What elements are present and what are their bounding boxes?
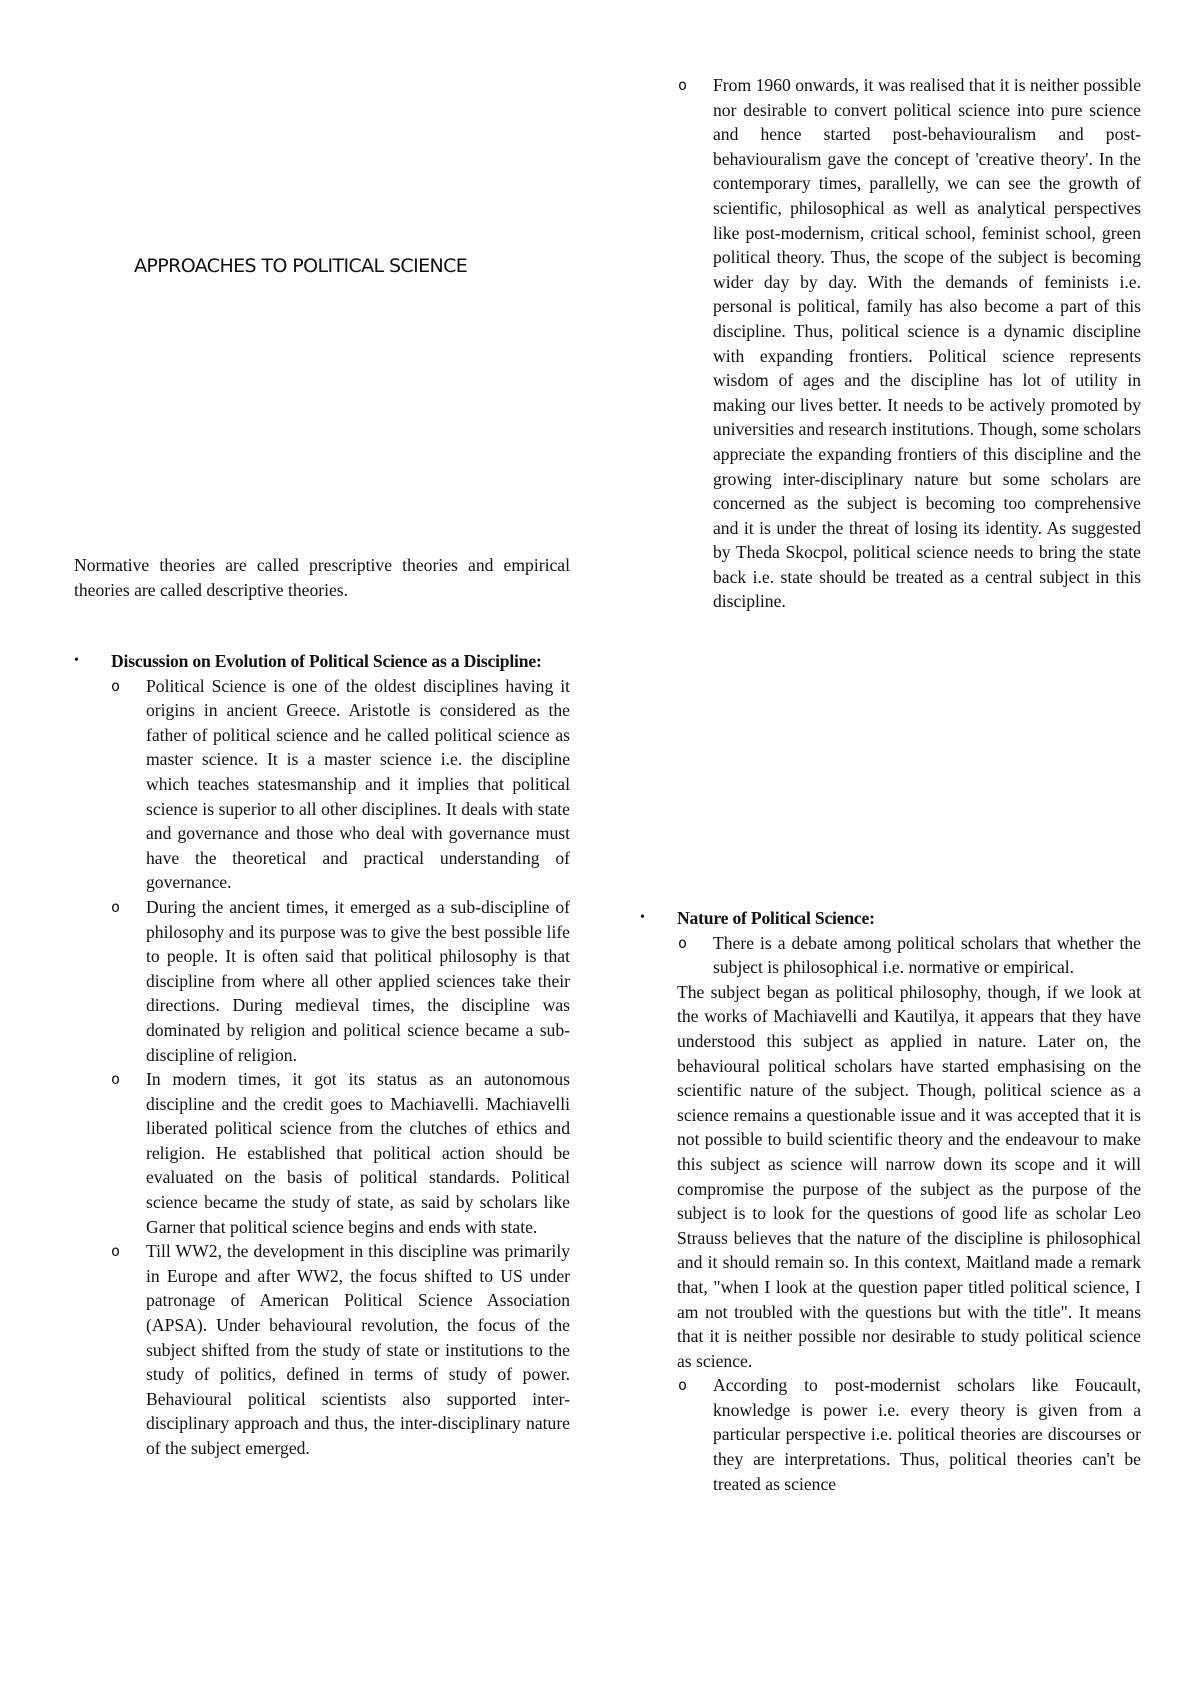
- list-item: [640, 931, 1141, 980]
- list-item: [74, 895, 570, 1067]
- nature-paragraph: The subject began as political philosophy, though, if we look at the works of Machiavelli and Kautilya, it appears that they have understood this subject as applied in nature. Later on, the behavioural political scholars have started emphasising on the scientific nature of the subject. Though, political science as a science remains a questionable issue and it was accepted that it is not possible to build scientific theory and the endeavour to make this subject as science will narrow down its scope and it will compromise the purpose of the subject as the purpose of the subject is to look for the questions of good life as scholar Leo Strauss believes that the nature of the discipline is philosophical and it should remain so. In this context, Maitland made a remark that, "when I look at the question paper titled political science, I am not troubled with the questions but with the title". It means that it is neither possible nor desirable to study political science as science.: [677, 981, 1141, 1371]
- evolution-heading: Discussion on Evolution of Political Science as a Discipline:: [111, 651, 542, 671]
- evolution-continued: [676, 73, 1141, 614]
- nature-section: [640, 906, 1141, 1496]
- evolution-item-text: During the ancient times, it emerged as a sub-discipline of philosophy and its purpose was to give the best possible life to people. It is often said that political philosophy is that discipline from where all other applied sciences take their directions. During medieval times, the discipline was dominated by religion and political science became a sub-discipline of religion.: [146, 896, 570, 1065]
- evolution-item-text: Political Science is one of the oldest disciplines having it origins in ancient Greece. Aristotle is considered as the father of political science and he called political science as master science. It is a master science i.e. the discipline which teaches statesmanship and it implies that political science is superior to all other disciplines. It deals with state and governance and those who deal with governance must have the theoretical and practical understanding of governance.: [146, 675, 570, 893]
- list-item: [676, 73, 1141, 614]
- evolution-item-text: In modern times, it got its status as an autonomous discipline and the credit goes to Machiavelli. Machiavelli liberated political science from the clutches of ethics and religion. He established that political action should be evaluated on the basis of political standards. Political science became the study of state, as said by scholars like Garner that political science begins and ends with state.: [146, 1069, 570, 1237]
- document-title: APPROACHES TO POLITICAL SCIENCE: [134, 255, 468, 277]
- bullet-icon: •: [74, 653, 79, 668]
- sub-bullet-icon: o: [678, 1376, 688, 1395]
- sub-bullet-icon: o: [111, 897, 121, 916]
- sub-bullet-icon: o: [111, 1242, 121, 1261]
- sub-bullet-icon: o: [111, 676, 121, 695]
- sub-bullet-icon: o: [111, 1070, 121, 1089]
- intro-paragraph: Normative theories are called prescriptive theories and empirical theories are called descriptive theories.: [74, 555, 570, 600]
- list-item: [74, 1067, 570, 1239]
- evolution-item-text: Till WW2, the development in this discipline was primarily in Europe and after WW2, the focus shifted to US under patronage of American Political Science Association (APSA). Under behavioural revolution, the focus of the subject shifted from the study of state or institutions to the study of politics, defined in terms of study of power. Behavioural political scientists also supported inter-disciplinary approach and thus, the inter-disciplinary nature of the subject emerged.: [146, 1241, 570, 1458]
- list-item: [640, 1373, 1141, 1496]
- sub-bullet-icon: o: [678, 933, 688, 952]
- nature-item-text: There is a debate among political scholars that whether the subject is philosophical i.e. normative or empirical.: [713, 932, 1141, 978]
- list-item: [74, 674, 570, 895]
- evolution-bullet: [74, 649, 570, 674]
- nature-item-text: According to post-modernist scholars like Foucault, knowledge is power i.e. every theory is given from a particular perspective i.e. political theories are discourses or they are interpretations. Thus, political theories can't be treated as science: [713, 1375, 1141, 1494]
- list-item: [74, 1239, 570, 1460]
- nature-heading: Nature of Political Science:: [677, 908, 875, 928]
- evolution-section: [74, 649, 570, 1461]
- nature-paragraph-block: [640, 980, 1141, 1374]
- evolution-continued-text: From 1960 onwards, it was realised that it is neither possible nor desirable to convert political science into pure science and hence started post-behaviouralism and post-behaviouralism gave the concept of 'creative theory'. In the contemporary times, parallelly, we can see the growth of scientific, philosophical as well as analytical perspectives like post-modernism, critical school, feminist school, green political theory. Thus, the scope of the subject is becoming wider day by day. With the demands of feminists i.e. personal is political, family has also become a part of this discipline. Thus, political science is a dynamic discipline with expanding frontiers. Political science represents wisdom of ages and the discipline has lot of utility in making our lives better. It needs to be actively promoted by universities and research institutions. Though, some scholars appreciate the expanding frontiers of this discipline and the growing inter-disciplinary nature but some scholars are concerned as the subject is becoming too comprehensive and it is under the threat of losing its identity. As suggested by Theda Skocpol, political science needs to bring the state back i.e. state should be treated as a central subject in this discipline.: [713, 75, 1141, 612]
- sub-bullet-icon: o: [678, 76, 688, 94]
- bullet-icon: •: [640, 910, 645, 925]
- nature-bullet: [640, 906, 1141, 931]
